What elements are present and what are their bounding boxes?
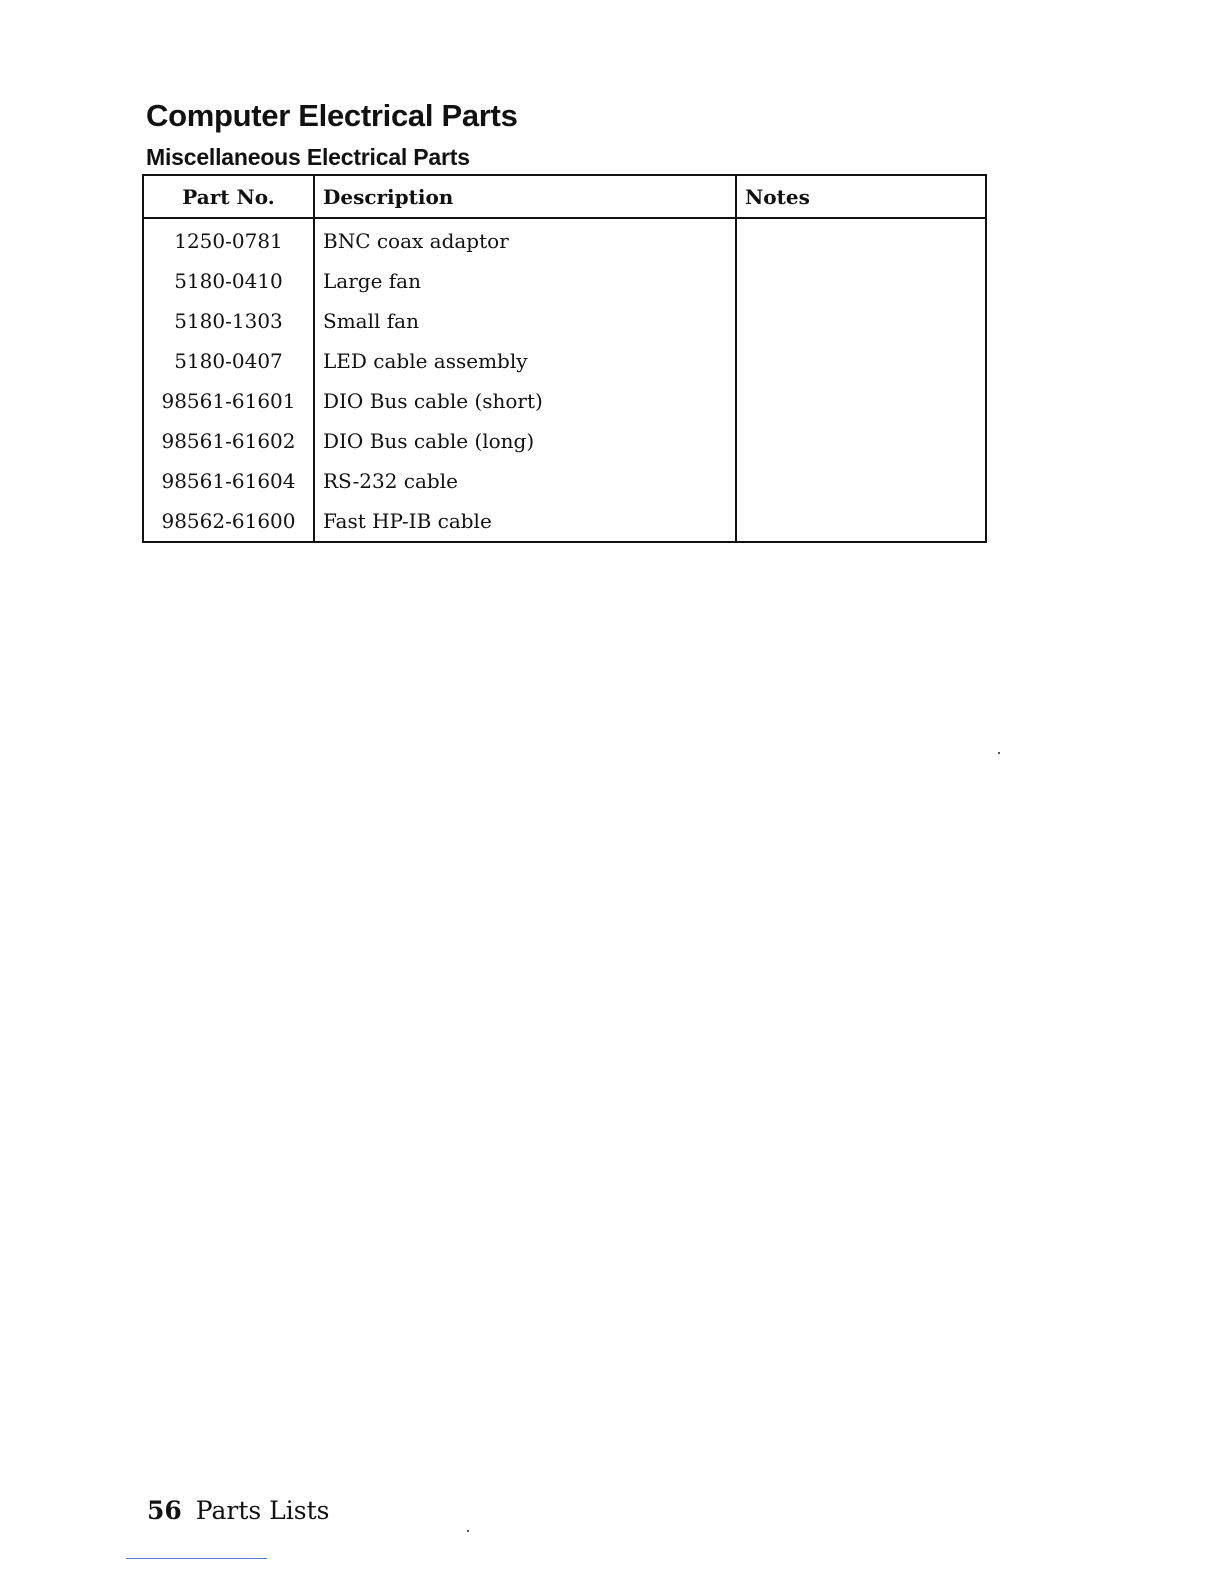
- description-cell: BNC coax adaptor: [314, 218, 736, 261]
- page-footer: [147, 1494, 329, 1528]
- notes-cell: [736, 218, 986, 261]
- part-number-cell: 98561-61602: [143, 421, 314, 461]
- part-number-cell: 98561-61604: [143, 461, 314, 501]
- part-number-cell: 5180-0407: [143, 341, 314, 381]
- part-number-cell: 98562-61600: [143, 501, 314, 542]
- footer-section-name: Parts Lists: [195, 1496, 330, 1525]
- column-header-part-no: Part No.: [143, 175, 314, 218]
- table-row: [143, 261, 986, 301]
- description-cell: DIO Bus cable (long): [314, 421, 736, 461]
- table-body: [143, 218, 986, 542]
- footer-divider: [126, 1558, 267, 1559]
- notes-cell: [736, 301, 986, 341]
- notes-cell: [736, 421, 986, 461]
- parts-table: [142, 174, 987, 543]
- table-header-row: [143, 175, 986, 218]
- section-title: Miscellaneous Electrical Parts: [146, 144, 470, 170]
- table-row: [143, 381, 986, 421]
- table-row: [143, 461, 986, 501]
- table-row: [143, 501, 986, 542]
- part-number-cell: 5180-1303: [143, 301, 314, 341]
- description-cell: Fast HP-IB cable: [314, 501, 736, 542]
- description-cell: LED cable assembly: [314, 341, 736, 381]
- notes-cell: [736, 261, 986, 301]
- page-title: Computer Electrical Parts: [146, 98, 518, 133]
- column-header-notes: Notes: [736, 175, 986, 218]
- description-cell: Large fan: [314, 261, 736, 301]
- table-row: [143, 218, 986, 261]
- part-number-cell: 1250-0781: [143, 218, 314, 261]
- table-row: [143, 341, 986, 381]
- table-row: [143, 301, 986, 341]
- description-cell: Small fan: [314, 301, 736, 341]
- notes-cell: [736, 341, 986, 381]
- description-cell: DIO Bus cable (short): [314, 381, 736, 421]
- page-number: 56: [147, 1496, 182, 1525]
- column-header-description: Description: [314, 175, 736, 218]
- table-row: [143, 421, 986, 461]
- scan-speck: [467, 1530, 469, 1532]
- description-cell: RS-232 cable: [314, 461, 736, 501]
- notes-cell: [736, 461, 986, 501]
- part-number-cell: 98561-61601: [143, 381, 314, 421]
- notes-cell: [736, 501, 986, 542]
- notes-cell: [736, 381, 986, 421]
- scan-speck: [998, 752, 1000, 754]
- part-number-cell: 5180-0410: [143, 261, 314, 301]
